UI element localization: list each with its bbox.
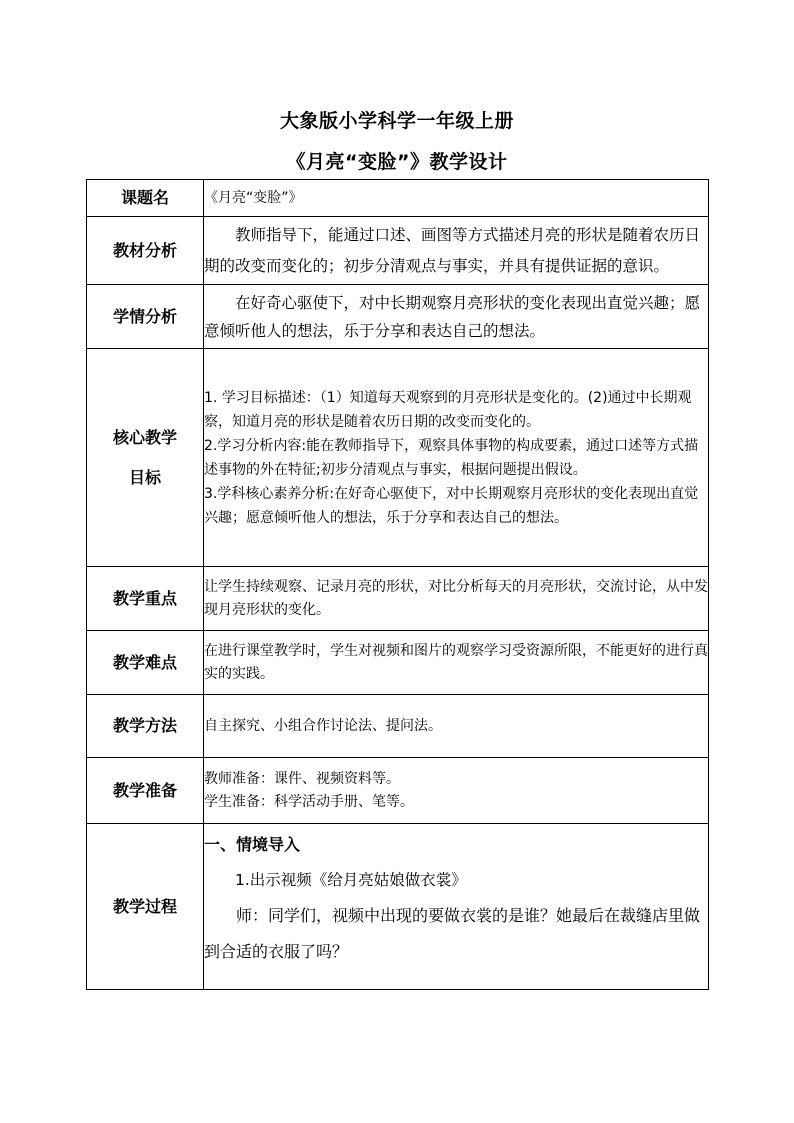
label-methods: 教学方法 <box>87 695 204 758</box>
lesson-plan-table <box>86 179 709 990</box>
row-key-points <box>87 567 709 631</box>
document-subtitle: 《月亮“变脸”》教学设计 <box>286 151 508 173</box>
difficulties-text: 在进行课堂教学时，学生对视频和图片的观察学习受资源所限，不能更好的进行真实的实践。 <box>204 642 708 682</box>
content-key-points <box>204 567 709 631</box>
label-key-points: 教学重点 <box>87 567 204 631</box>
label-core-objectives-line1: 核心教学 <box>112 427 177 447</box>
label-student-analysis: 学情分析 <box>87 285 204 349</box>
objective-item: 3.学科核心素养分析:在好奇心驱使下，对中长期观察月亮形状的变化表现出直觉兴趣；愿意倾听他人的想法，乐于分享和表达自己的想法。 <box>204 485 699 526</box>
textbook-analysis-text: 教师指导下，能通过口述、画图等方式描述月亮的形状是随着农历日期的改变而变化的；初步分清观点与事实，并具有提供证据的意识。 <box>204 225 701 275</box>
label-core-objectives-line2: 目标 <box>128 467 161 487</box>
label-topic: 课题名 <box>87 180 204 217</box>
label-difficulties: 教学难点 <box>87 631 204 695</box>
student-analysis-text: 在好奇心驱使下，对中长期观察月亮形状的变化表现出直觉兴趣；愿意倾听他人的想法，乐于分享和表达自己的想法。 <box>204 293 701 340</box>
label-core-objectives <box>87 349 204 567</box>
content-textbook-analysis <box>204 217 709 285</box>
row-difficulties <box>87 631 709 695</box>
content-preparation <box>204 758 709 824</box>
label-process: 教学过程 <box>87 824 204 990</box>
row-preparation <box>87 758 709 824</box>
content-topic <box>204 180 709 217</box>
row-textbook-analysis <box>87 217 709 285</box>
process-dialogue: 师：同学们，视频中出现的要做衣裳的是谁？她最后在裁缝店里做到合适的衣服了吗？ <box>204 906 701 961</box>
content-methods <box>204 695 709 758</box>
content-student-analysis <box>204 285 709 349</box>
content-core-objectives <box>204 349 709 567</box>
row-student-analysis <box>87 285 709 349</box>
process-step: 1.出示视频《给月亮姑娘做衣裳》 <box>235 871 467 889</box>
label-textbook-analysis: 教材分析 <box>87 217 204 285</box>
row-core-objectives <box>87 349 709 567</box>
row-methods <box>87 695 709 758</box>
row-process <box>87 824 709 990</box>
teacher-preparation: 教师准备：课件、视频资料等。 <box>204 770 400 787</box>
process-section-heading: 一、情境导入 <box>204 835 301 854</box>
objective-item: 2.学习分析内容:能在教师指导下，观察具体事物的构成要素，通过口述等方式描述事物的外在特征;初步分清观点与事实，根据问题提出假设。 <box>204 437 699 478</box>
label-preparation: 教学准备 <box>87 758 204 824</box>
methods-text: 自主探究、小组合作讨论法、提问法。 <box>204 717 442 734</box>
topic-text: 《月亮“变脸”》 <box>204 189 303 206</box>
key-points-text: 让学生持续观察、记录月亮的形状，对比分析每天的月亮形状，交流讨论，从中发现月亮形状的变化。 <box>204 578 708 618</box>
row-topic <box>87 180 709 217</box>
objective-item: 1. 学习目标描述：（1）知道每天观察到的月亮形状是变化的。(2)通过中长期观察，知道月亮的形状是随着农历日期的改变而变化的。 <box>204 389 692 430</box>
document-title: 大象版小学科学一年级上册 <box>279 110 514 132</box>
content-process <box>204 824 709 990</box>
content-difficulties <box>204 631 709 695</box>
student-preparation: 学生准备：科学活动手册、笔等。 <box>204 793 414 810</box>
